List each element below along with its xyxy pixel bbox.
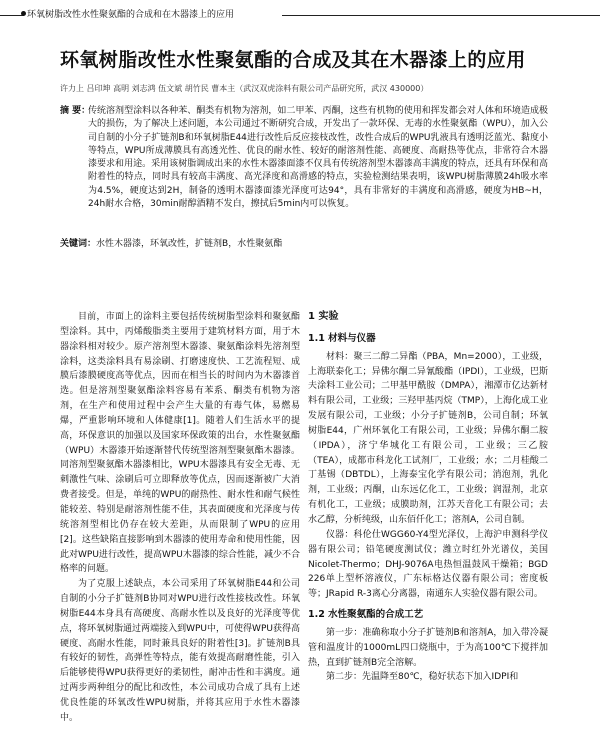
article-title: 环氧树脂改性水性聚氨酯的合成及其在木器漆上的应用 bbox=[60, 49, 526, 71]
header-rule-right bbox=[282, 15, 600, 16]
body-column-right bbox=[308, 310, 548, 685]
keywords-text: 水性木器漆，环氧改性，扩链剂B，水性聚氨酯 bbox=[96, 239, 283, 249]
running-header bbox=[0, 8, 600, 22]
abstract-label: 摘 要： bbox=[60, 106, 91, 116]
abstract-text: 传统溶剂型涂料以各种苯、酮类有机物为溶剂，如二甲苯、丙酮，这些有机物的使用和挥发都会对人体和环境造成极大的损伤，为了解决上述问题，本公司通过不断研究合成，开发出了一款环保、无毒的水性聚氨酯（WPU），加入公司自制的小分子扩链剂B和环氧树脂E44进行改性后反应接枝改性，改性合成后的WPU乳液具有透明泛蓝光、黏度小等特点，WPU所成薄膜具有高透光性、优良的耐水性、较好的耐溶剂性能、高硬度、高耐热等优点，非常符合木器漆要求和用途。采用该树脂调成出来的水性木器漆面漆不仅具有传统溶剂型木器漆高丰满度的特点，还具有环保和高附着性的特点，同时具有较高丰满度、高光泽度和高滑感的特点，实验检测结果表明，该WPU树脂薄膜24h吸水率为4.5%，硬度达到2H，制备的透明木器漆面漆光泽度可达94°，具有非常好的丰满度和高滑感，硬度为HB~H，24h耐水合格，30min耐醇酒精不发白，擦拭后5min内可以恢复。 bbox=[88, 106, 548, 210]
abstract bbox=[60, 105, 548, 211]
section-heading-experiment: 1 实验 bbox=[308, 311, 339, 322]
keywords-label: 关键词： bbox=[60, 239, 97, 249]
body-paragraph: 目前，市面上的涂料主要包括传统树脂型涂料和聚氨酯型涂料。其中，丙烯酸脂类主要用于建筑材料方面，用于木器涂料相对较少。原产溶剂型木器漆、聚氨酯涂料先溶剂型涂料，这类涂料具有易涂刷、打磨速度快、工艺流程短、成膜后漆膜硬度高等优点，因而在相当长的时间内为木器漆首选。但是溶剂型聚氨酯涂料容易有苯系、酮类有机物为溶剂，在生产和使用过程中会产生大量的有毒气体，易燃易爆，严重影响环境和人体健康[1]。随着人们生活水平的提高，环保意识的加强以及国家环保政策的出台，水性聚氨酯（WPU）木器漆开始逐渐替代传统型溶剂型聚氨酯木器漆。同溶剂型聚氨酯木器漆相比，WPU木器漆具有安全无毒、无刺激性气味、涂刷后可立即释放等优点，因而逐渐被广大消费者接受。但是，单纯的WPU的耐热性、耐水性和耐气候性能较差、特别是耐溶剂性能不佳，其表面硬度和光泽度与传统溶剂型相比仍存在较大差距，从而限制了WPU的应用[2]。这些缺陷直接影响到木器漆的使用寿命和使用性能，因此对WPU进行改性，提高WPU木器漆的综合性能，减少不合格率的问题。 bbox=[60, 312, 300, 575]
body-column-left bbox=[60, 310, 300, 726]
subsection-heading-materials: 1.1 材料与仪器 bbox=[308, 332, 376, 344]
keywords bbox=[60, 238, 548, 251]
author-line: 许力上 吕印坤 高明 刘志鸿 伍文斌 胡竹民 曹本主（武汉双虎涂料有限公司产品研究所，武汉 430000） bbox=[60, 84, 429, 93]
body-paragraph: 为了克服上述缺点，本公司采用了环氧树脂E44和公司自制的小分子扩链剂B协同对WPU进行改性接枝改性。环氧树脂E44本身具有高硬度、高耐水性以及良好的光泽度等优点，将环氧树脂通过两端接入到WPU中，可使得WPU获得高硬度、高耐水性能，同时兼具良好的附着性[3]。扩链剂B具有较好的韧性，高弹性等特点，能有效提高耐磨性能，引入后能够使得WPU获得更好的柔韧性，耐冲击性和丰满度。通过两步两种组分的配比和改性，本公司成功合成了具有上述优良性能的环氧改性WPU树脂，并将其应用于水性木器漆中。 bbox=[60, 579, 300, 723]
running-header-title: 环氧树脂改性水性聚氨酯的合成和在木器漆上的应用 bbox=[27, 10, 235, 20]
materials-paragraph: 材料：聚三二醇二异酯（PBA，Mn=2000），工业级，上海联泰化工；异佛尔酮二异氰酸酯（IPDI），工业级，巴斯夫涂料工业公司；二甲基甲酰胺（DMPA），湘潭市亿达新材料有限公司，工业级；三羟甲基丙烷（TMP），上海化成工业发展有限公司，工业级；小分子扩链剂B，公司自制；环氧树脂E44，广州环氧化工有限公司，工业级；异佛尔酮二胺（IPDA），济宁华城化工有限公司，工业级；三乙胺（TEA），成都市科龙化工试剂厂，工业级；水；二月桂酸二丁基锡（DBTDL），上海泰宝化学有限公司；消泡剂，乳化剂，工业级；丙酮，山东远亿化工，工业级；润湿剂，北京有机化工，工业级；成膜助剂，江苏天音化工有限公司；去水乙醇，分析纯级，山东佰仟化工；溶剂A，公司自制。 bbox=[308, 351, 548, 525]
instruments-paragraph: 仪器：科伦仕WGG60-Y4型光泽仪，上海沪申测科学仪器有限公司；铅笔硬度测试仪；潍立时红外光谱仪，美国Nicolet-Thermo；DHJ-9076A电热恒温鼓风干燥箱；BGD 226单上型杯溶液仪，广东标格达仪器有限公司；密度板等；JRapid R-3离心分离器，南通东人实验仪器有限公司。 bbox=[308, 529, 548, 600]
subsection-heading-synthesis: 1.2 水性聚氨酯的合成工艺 bbox=[308, 609, 424, 621]
synthesis-step-2: 第二步：先温降至80℃，稳好状态下加入IDPI和 bbox=[326, 672, 519, 683]
synthesis-step-1: 第一步：准确称取小分子扩链剂B和溶剂A，加入带冷凝管和温度计的1000mL四口烧瓶中，于为高100℃下搅拌加热，直到扩链剂B完全溶解。 bbox=[308, 627, 548, 668]
header-rule-left bbox=[0, 15, 24, 16]
header-bullet-icon bbox=[21, 11, 26, 16]
